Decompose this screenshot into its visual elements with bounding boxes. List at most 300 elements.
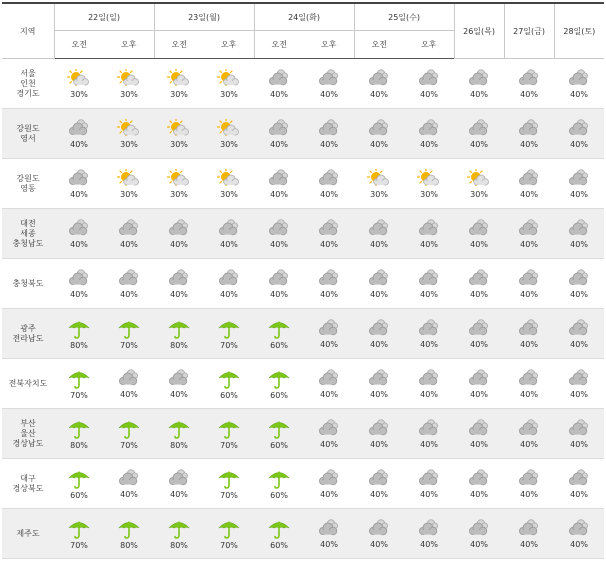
cloudy-icon <box>417 519 441 539</box>
day-header: 27일(금) <box>504 3 554 59</box>
forecast-cell <box>454 259 504 309</box>
forecast-cell <box>204 409 254 459</box>
cloudy-icon <box>517 219 541 239</box>
forecast-cell <box>404 159 454 209</box>
cloudy-icon <box>567 269 591 289</box>
region-row <box>2 59 604 109</box>
rain-probability: 40% <box>320 189 338 199</box>
rain-probability: 60% <box>270 490 288 500</box>
forecast-cell <box>104 309 154 359</box>
rain-probability: 40% <box>320 139 338 149</box>
rain-probability: 40% <box>270 289 288 299</box>
rain-probability: 40% <box>470 239 488 249</box>
cloudy-icon <box>467 369 491 389</box>
rain-probability: 40% <box>220 239 238 249</box>
rain-probability: 40% <box>420 89 438 99</box>
region-name: 대구 경상북도 <box>2 459 54 509</box>
umbrella-rain-icon <box>217 418 241 440</box>
forecast-cell <box>304 459 354 509</box>
rain-probability: 40% <box>470 339 488 349</box>
forecast-cell <box>454 209 504 259</box>
cloudy-icon <box>67 169 91 189</box>
rain-probability: 80% <box>170 340 188 350</box>
region-row <box>2 359 604 409</box>
rain-probability: 40% <box>520 189 538 199</box>
cloudy-icon <box>317 419 341 439</box>
am-header: 오전 <box>154 31 204 59</box>
forecast-cell <box>54 259 104 309</box>
forecast-cell <box>354 409 404 459</box>
cloudy-icon <box>517 369 541 389</box>
forecast-cell <box>354 109 404 159</box>
rain-probability: 40% <box>370 289 388 299</box>
umbrella-rain-icon <box>117 418 141 440</box>
rain-probability: 40% <box>420 139 438 149</box>
region-row <box>2 259 604 309</box>
rain-probability: 40% <box>170 289 188 299</box>
cloudy-icon <box>367 269 391 289</box>
rain-probability: 40% <box>470 389 488 399</box>
forecast-cell <box>304 159 354 209</box>
forecast-cell <box>254 359 304 409</box>
partly-cloudy-icon <box>217 119 241 139</box>
forecast-cell <box>404 309 454 359</box>
cloudy-icon <box>317 69 341 89</box>
forecast-cell <box>454 459 504 509</box>
pm-header: 오후 <box>104 31 154 59</box>
rain-probability: 40% <box>170 389 188 399</box>
partly-cloudy-icon <box>167 119 191 139</box>
rain-probability: 70% <box>220 490 238 500</box>
cloudy-icon <box>467 119 491 139</box>
forecast-cell <box>54 509 104 559</box>
forecast-cell <box>154 459 204 509</box>
rain-probability: 40% <box>470 439 488 449</box>
forecast-cell <box>354 159 404 209</box>
forecast-cell <box>54 109 104 159</box>
forecast-cell <box>204 109 254 159</box>
day-header: 22일(일) <box>54 3 154 31</box>
rain-probability: 40% <box>220 289 238 299</box>
forecast-cell <box>204 309 254 359</box>
rain-probability: 70% <box>120 440 138 450</box>
rain-probability: 40% <box>420 239 438 249</box>
rain-probability: 40% <box>470 89 488 99</box>
cloudy-icon <box>417 269 441 289</box>
cloudy-icon <box>517 469 541 489</box>
forecast-cell <box>304 309 354 359</box>
forecast-cell <box>204 159 254 209</box>
forecast-cell <box>304 359 354 409</box>
cloudy-icon <box>217 269 241 289</box>
cloudy-icon <box>467 219 491 239</box>
forecast-cell <box>204 209 254 259</box>
umbrella-rain-icon <box>217 318 241 340</box>
umbrella-rain-icon <box>267 518 291 540</box>
forecast-cell <box>404 359 454 409</box>
forecast-cell <box>254 259 304 309</box>
cloudy-icon <box>467 269 491 289</box>
rain-probability: 30% <box>170 189 188 199</box>
forecast-cell <box>454 159 504 209</box>
forecast-cell <box>204 359 254 409</box>
umbrella-rain-icon <box>67 518 91 540</box>
forecast-cell <box>454 59 504 109</box>
partly-cloudy-icon <box>217 169 241 189</box>
rain-probability: 30% <box>120 139 138 149</box>
cloudy-icon <box>417 469 441 489</box>
am-header: 오전 <box>254 31 304 59</box>
cloudy-icon <box>317 469 341 489</box>
rain-probability: 40% <box>70 139 88 149</box>
forecast-cell <box>254 59 304 109</box>
pm-header: 오후 <box>204 31 254 59</box>
cloudy-icon <box>567 119 591 139</box>
cloudy-icon <box>567 69 591 89</box>
partly-cloudy-icon <box>117 69 141 89</box>
cloudy-icon <box>567 519 591 539</box>
forecast-cell <box>104 109 154 159</box>
forecast-cell <box>54 459 104 509</box>
cloudy-icon <box>517 319 541 339</box>
rain-probability: 60% <box>270 390 288 400</box>
forecast-cell <box>154 209 204 259</box>
forecast-cell <box>254 109 304 159</box>
cloudy-icon <box>167 219 191 239</box>
rain-probability: 60% <box>270 340 288 350</box>
forecast-cell <box>104 209 154 259</box>
umbrella-rain-icon <box>217 468 241 490</box>
cloudy-icon <box>267 219 291 239</box>
rain-probability: 40% <box>370 539 388 549</box>
cloudy-icon <box>367 119 391 139</box>
rain-probability: 60% <box>270 540 288 550</box>
rain-probability: 40% <box>70 189 88 199</box>
region-row <box>2 509 604 559</box>
rain-probability: 40% <box>370 239 388 249</box>
rain-probability: 40% <box>570 339 588 349</box>
rain-probability: 60% <box>220 390 238 400</box>
cloudy-icon <box>417 219 441 239</box>
forecast-cell <box>154 309 204 359</box>
forecast-cell <box>304 259 354 309</box>
cloudy-icon <box>267 69 291 89</box>
rain-probability: 40% <box>320 289 338 299</box>
rain-probability: 80% <box>120 540 138 550</box>
forecast-cell <box>554 259 604 309</box>
rain-probability: 40% <box>320 439 338 449</box>
cloudy-icon <box>467 469 491 489</box>
forecast-cell <box>354 359 404 409</box>
cloudy-icon <box>167 269 191 289</box>
rain-probability: 70% <box>70 390 88 400</box>
rain-probability: 40% <box>420 389 438 399</box>
forecast-cell <box>504 509 554 559</box>
rain-probability: 40% <box>320 489 338 499</box>
cloudy-icon <box>417 319 441 339</box>
forecast-cell <box>454 359 504 409</box>
forecast-cell <box>554 509 604 559</box>
cloudy-icon <box>567 469 591 489</box>
forecast-cell <box>104 409 154 459</box>
region-row <box>2 309 604 359</box>
rain-probability: 40% <box>270 239 288 249</box>
forecast-cell <box>404 459 454 509</box>
cloudy-icon <box>317 169 341 189</box>
pm-header: 오후 <box>304 31 354 59</box>
forecast-cell <box>354 209 404 259</box>
cloudy-icon <box>367 69 391 89</box>
forecast-cell <box>354 59 404 109</box>
forecast-cell <box>504 359 554 409</box>
cloudy-icon <box>517 269 541 289</box>
region-name: 부산 울산 경상남도 <box>2 409 54 459</box>
forecast-cell <box>54 159 104 209</box>
rain-probability: 40% <box>170 239 188 249</box>
rain-probability: 40% <box>420 439 438 449</box>
forecast-cell <box>154 109 204 159</box>
forecast-cell <box>104 459 154 509</box>
day-header: 28일(토) <box>554 3 604 59</box>
forecast-cell <box>204 459 254 509</box>
cloudy-icon <box>417 419 441 439</box>
cloudy-icon <box>117 269 141 289</box>
forecast-cell <box>154 409 204 459</box>
forecast-cell <box>504 209 554 259</box>
forecast-cell <box>454 309 504 359</box>
forecast-cell <box>554 309 604 359</box>
day-header: 26일(목) <box>454 3 504 59</box>
rain-probability: 40% <box>370 389 388 399</box>
umbrella-rain-icon <box>267 468 291 490</box>
rain-probability: 40% <box>470 539 488 549</box>
forecast-cell <box>254 159 304 209</box>
forecast-cell <box>354 259 404 309</box>
cloudy-icon <box>267 169 291 189</box>
rain-probability: 80% <box>170 540 188 550</box>
forecast-cell <box>354 509 404 559</box>
rain-probability: 60% <box>270 440 288 450</box>
am-header: 오전 <box>54 31 104 59</box>
rain-probability: 40% <box>570 439 588 449</box>
day-header: 25일(수) <box>354 3 454 31</box>
forecast-cell <box>404 59 454 109</box>
rain-probability: 80% <box>70 440 88 450</box>
rain-probability: 40% <box>420 289 438 299</box>
forecast-cell <box>554 459 604 509</box>
rain-probability: 40% <box>520 139 538 149</box>
rain-probability: 30% <box>220 189 238 199</box>
region-name: 전북자치도 <box>2 359 54 409</box>
forecast-cell <box>54 209 104 259</box>
region-column-header: 지역 <box>2 3 54 59</box>
rain-probability: 30% <box>70 89 88 99</box>
rain-probability: 40% <box>520 489 538 499</box>
forecast-cell <box>404 509 454 559</box>
forecast-cell <box>254 409 304 459</box>
forecast-cell <box>304 409 354 459</box>
cloudy-icon <box>467 69 491 89</box>
cloudy-icon <box>267 269 291 289</box>
partly-cloudy-icon <box>217 69 241 89</box>
partly-cloudy-icon <box>67 69 91 89</box>
am-header: 오전 <box>354 31 404 59</box>
partly-cloudy-icon <box>167 69 191 89</box>
cloudy-icon <box>117 369 141 389</box>
rain-probability: 40% <box>370 89 388 99</box>
rain-probability: 80% <box>70 340 88 350</box>
forecast-cell <box>104 509 154 559</box>
rain-probability: 30% <box>420 189 438 199</box>
forecast-cell <box>354 459 404 509</box>
region-name: 제주도 <box>2 509 54 559</box>
cloudy-icon <box>317 219 341 239</box>
cloudy-icon <box>317 369 341 389</box>
cloudy-icon <box>567 219 591 239</box>
rain-probability: 40% <box>270 89 288 99</box>
cloudy-icon <box>567 169 591 189</box>
forecast-cell <box>104 159 154 209</box>
cloudy-icon <box>67 119 91 139</box>
rain-probability: 30% <box>120 189 138 199</box>
cloudy-icon <box>367 519 391 539</box>
forecast-cell <box>254 509 304 559</box>
rain-probability: 40% <box>520 239 538 249</box>
cloudy-icon <box>517 419 541 439</box>
cloudy-icon <box>317 319 341 339</box>
umbrella-rain-icon <box>67 418 91 440</box>
rain-probability: 40% <box>320 89 338 99</box>
region-name: 강원도 영서 <box>2 109 54 159</box>
rain-probability: 60% <box>70 490 88 500</box>
forecast-cell <box>154 359 204 409</box>
cloudy-icon <box>67 219 91 239</box>
umbrella-rain-icon <box>167 318 191 340</box>
forecast-cell <box>104 59 154 109</box>
cloudy-icon <box>217 219 241 239</box>
umbrella-rain-icon <box>167 518 191 540</box>
cloudy-icon <box>317 119 341 139</box>
forecast-cell <box>454 509 504 559</box>
cloudy-icon <box>417 69 441 89</box>
rain-probability: 70% <box>70 540 88 550</box>
rain-probability: 40% <box>570 489 588 499</box>
cloudy-icon <box>517 119 541 139</box>
region-row <box>2 109 604 159</box>
rain-probability: 40% <box>70 289 88 299</box>
rain-probability: 30% <box>120 89 138 99</box>
partly-cloudy-icon <box>417 169 441 189</box>
rain-probability: 40% <box>520 389 538 399</box>
cloudy-icon <box>367 469 391 489</box>
cloudy-icon <box>367 219 391 239</box>
region-row <box>2 409 604 459</box>
rain-probability: 40% <box>120 489 138 499</box>
forecast-cell <box>204 59 254 109</box>
rain-probability: 40% <box>370 439 388 449</box>
pm-header: 오후 <box>404 31 454 59</box>
forecast-cell <box>54 59 104 109</box>
region-row <box>2 209 604 259</box>
forecast-cell <box>404 209 454 259</box>
forecast-cell <box>454 109 504 159</box>
rain-probability: 70% <box>220 340 238 350</box>
region-name: 강원도 영동 <box>2 159 54 209</box>
forecast-cell <box>104 359 154 409</box>
cloudy-icon <box>567 419 591 439</box>
forecast-cell <box>154 159 204 209</box>
rain-probability: 30% <box>470 189 488 199</box>
rain-probability: 40% <box>570 239 588 249</box>
partly-cloudy-icon <box>467 169 491 189</box>
cloudy-icon <box>367 319 391 339</box>
forecast-cell <box>504 259 554 309</box>
umbrella-rain-icon <box>267 368 291 390</box>
umbrella-rain-icon <box>217 368 241 390</box>
rain-probability: 70% <box>220 440 238 450</box>
cloudy-icon <box>367 419 391 439</box>
cloudy-icon <box>467 519 491 539</box>
rain-probability: 40% <box>270 139 288 149</box>
rain-probability: 40% <box>570 539 588 549</box>
forecast-cell <box>504 159 554 209</box>
rain-probability: 40% <box>370 489 388 499</box>
forecast-cell <box>304 109 354 159</box>
cloudy-icon <box>517 69 541 89</box>
rain-probability: 40% <box>520 289 538 299</box>
rain-probability: 40% <box>520 439 538 449</box>
rain-probability: 40% <box>570 389 588 399</box>
rain-probability: 40% <box>570 139 588 149</box>
cloudy-icon <box>567 369 591 389</box>
forecast-cell <box>204 259 254 309</box>
forecast-cell <box>504 409 554 459</box>
partly-cloudy-icon <box>367 169 391 189</box>
umbrella-rain-icon <box>117 318 141 340</box>
forecast-cell <box>304 509 354 559</box>
rain-probability: 40% <box>570 289 588 299</box>
rain-probability: 40% <box>470 289 488 299</box>
rain-probability: 40% <box>520 339 538 349</box>
cloudy-icon <box>467 419 491 439</box>
rain-probability: 40% <box>420 339 438 349</box>
forecast-cell <box>504 59 554 109</box>
cloudy-icon <box>517 169 541 189</box>
rain-probability: 40% <box>470 139 488 149</box>
forecast-cell <box>554 159 604 209</box>
forecast-cell <box>554 209 604 259</box>
forecast-cell <box>304 209 354 259</box>
forecast-cell <box>404 409 454 459</box>
rain-probability: 70% <box>220 540 238 550</box>
forecast-header <box>2 3 604 59</box>
rain-probability: 30% <box>170 89 188 99</box>
cloudy-icon <box>367 369 391 389</box>
region-name: 광주 전라남도 <box>2 309 54 359</box>
forecast-cell <box>554 409 604 459</box>
region-name: 서울 인천 경기도 <box>2 59 54 109</box>
umbrella-rain-icon <box>67 468 91 490</box>
rain-probability: 40% <box>270 189 288 199</box>
cloudy-icon <box>317 519 341 539</box>
cloudy-icon <box>167 469 191 489</box>
rain-probability: 40% <box>320 539 338 549</box>
rain-probability: 70% <box>120 340 138 350</box>
forecast-cell <box>204 509 254 559</box>
forecast-cell <box>54 359 104 409</box>
rain-probability: 40% <box>120 289 138 299</box>
cloudy-icon <box>117 469 141 489</box>
